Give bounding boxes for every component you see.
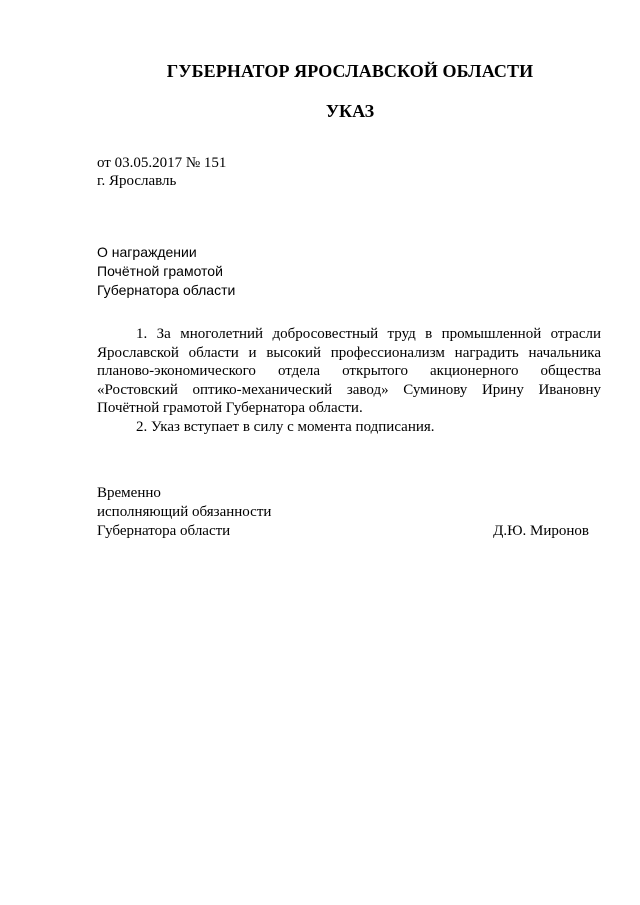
document-meta — [97, 154, 226, 190]
signatory-position: Губернатора области — [97, 523, 231, 539]
issuer-title: ГУБЕРНАТОР ЯРОСЛАВСКОЙ ОБЛАСТИ — [166, 61, 534, 81]
document-type: УКАЗ — [325, 101, 375, 121]
body-paragraph: 2. Указ вступает в силу с момента подписания. — [136, 418, 435, 435]
signatory-position: исполняющий обязанности — [97, 504, 272, 520]
subject-line: О награждении — [97, 244, 197, 260]
signature-row — [97, 522, 601, 541]
date-number: от 03.05.2017 № 151 — [97, 155, 227, 171]
subject-line: Почётной грамотой — [97, 263, 223, 279]
body-paragraph: 1. За многолетний добросовестный труд в промышленной отрасли Ярославской области и высокий профессионализм наградить начальника планово-экономического отдела открытого акционерного общества «Ростовский оптико-механический завод» Суминову Ирину Ивановну Почётной грамотой Губернатора области. — [97, 326, 601, 416]
city: г. Ярославль — [97, 173, 177, 189]
signatory-name: Д.Ю. Миронов — [493, 523, 589, 539]
subject-line: Губернатора области — [97, 282, 236, 298]
decree-body — [97, 325, 601, 436]
signature-block — [97, 484, 601, 541]
subject-block — [97, 243, 235, 300]
signatory-position: Временно — [97, 485, 161, 501]
